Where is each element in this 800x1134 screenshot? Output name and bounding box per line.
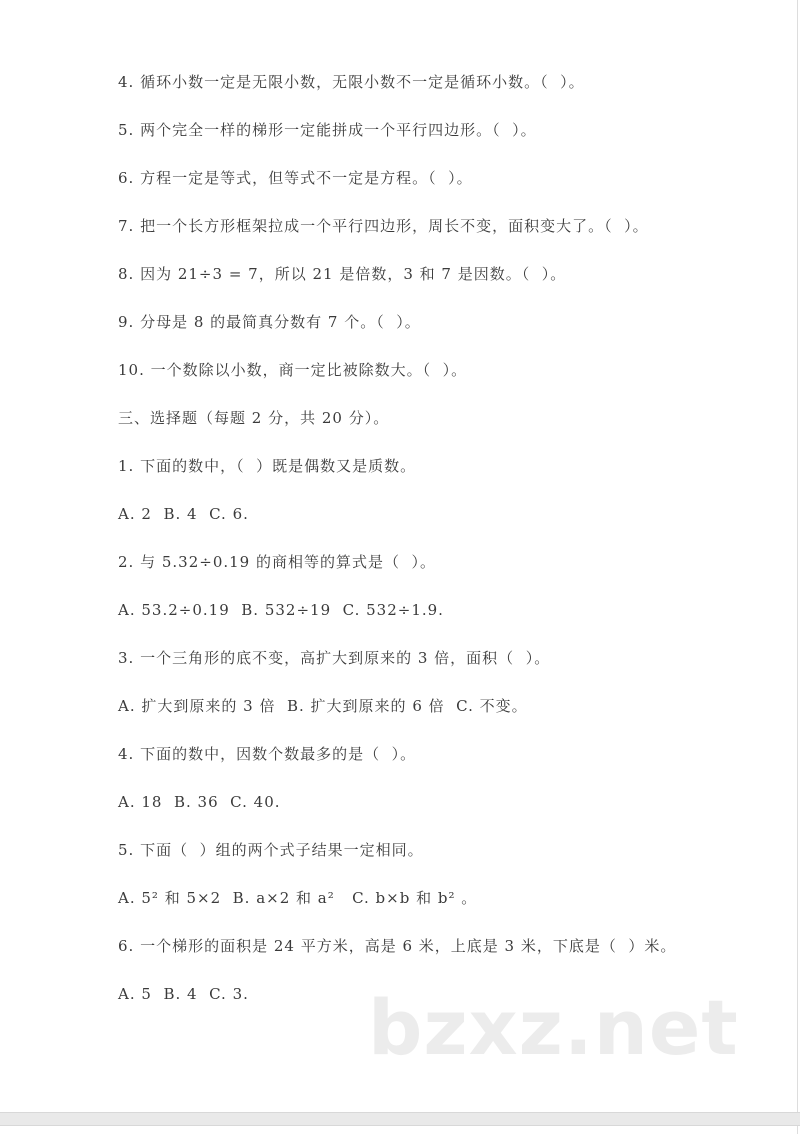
choice-options-1: A. 2 B. 4 C. 6. [118, 505, 249, 523]
judgement-question-7: 7. 把一个长方形框架拉成一个平行四边形，周长不变，面积变大了。（ ）。 [118, 217, 649, 235]
choice-question-3: 3. 一个三角形的底不变，高扩大到原来的 3 倍，面积（ ）。 [118, 649, 551, 667]
choice-options-2: A. 53.2÷0.19 B. 532÷19 C. 532÷1.9. [118, 601, 444, 619]
judgement-question-8: 8. 因为 21÷3 = 7，所以 21 是倍数，3 和 7 是因数。（ ）。 [118, 265, 567, 283]
choice-question-6: 6. 一个梯形的面积是 24 平方米，高是 6 米，上底是 3 米，下底是（ ）米。 [118, 937, 677, 955]
judgement-question-10: 10. 一个数除以小数，商一定比被除数大。（ ）。 [118, 361, 468, 379]
next-page [0, 1126, 798, 1134]
judgement-question-9: 9. 分母是 8 的最简真分数有 7 个。（ ）。 [118, 313, 421, 331]
watermark: bzxz.net [368, 983, 739, 1072]
section-heading-choice: 三、选择题（每题 2 分，共 20 分）。 [118, 409, 390, 427]
choice-question-1: 1. 下面的数中，（ ）既是偶数又是质数。 [118, 457, 417, 475]
choice-question-2: 2. 与 5.32÷0.19 的商相等的算式是（ ）。 [118, 553, 437, 571]
page-separator [0, 1112, 800, 1126]
choice-options-3: A. 扩大到原来的 3 倍 B. 扩大到原来的 6 倍 C. 不变。 [118, 697, 528, 715]
choice-question-5: 5. 下面（ ）组的两个式子结果一定相同。 [118, 841, 424, 859]
judgement-question-5: 5. 两个完全一样的梯形一定能拼成一个平行四边形。（ ）。 [118, 121, 537, 139]
judgement-question-4: 4. 循环小数一定是无限小数，无限小数不一定是循环小数。（ ）。 [118, 73, 585, 91]
choice-options-5: A. 5² 和 5×2 B. a×2 和 a² C. b×b 和 b² 。 [118, 889, 478, 907]
choice-question-4: 4. 下面的数中，因数个数最多的是（ ）。 [118, 745, 417, 763]
choice-options-4: A. 18 B. 36 C. 40. [118, 793, 281, 811]
judgement-question-6: 6. 方程一定是等式，但等式不一定是方程。（ ）。 [118, 169, 473, 187]
choice-options-6: A. 5 B. 4 C. 3. [118, 985, 249, 1003]
